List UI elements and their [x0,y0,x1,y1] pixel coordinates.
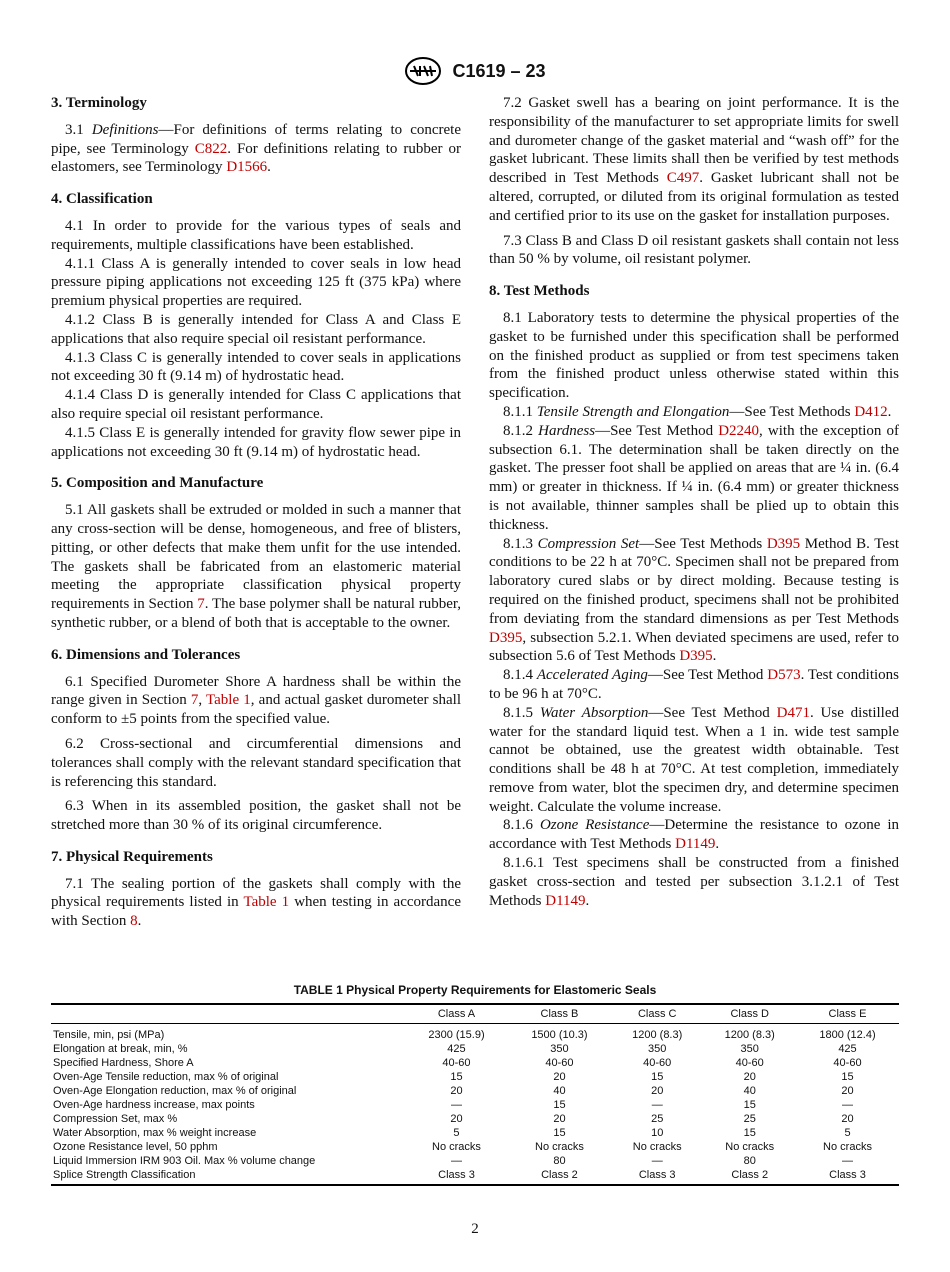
table-value-cell: 1200 (8.3) [632,1029,683,1041]
table-value-cell: 20 [450,1085,463,1097]
table-value-cell: No cracks [632,1141,682,1153]
ref-d1149-link[interactable]: D1149 [675,836,716,853]
right-column [489,94,899,910]
table-value-cell: 25 [651,1113,664,1125]
table-value-cell: 40 [743,1085,756,1097]
table-value-cell: 425 [447,1043,466,1055]
table-1 [51,983,899,1186]
table-value-cell: — [842,1155,853,1167]
paragraph-8-1-5: 8.1.5 Water Absorption—See Test Method D471. Use distilled water for the standard liquid test. When a 1 in. wide test sample cannot be obtained, use the greatest width obtainable. Test conditions shall be 48 h at 70°C. At test completion, immediately remove from water, blot the specimen dry, and determine specimen weight. Calculate the volume increase. [489,704,899,815]
paragraph-6-3: 6.3 When in its assembled position, the gasket shall not be stretched more than 30 % of its original circumference. [51,798,461,834]
table-value-cell: Class 3 [638,1169,676,1181]
table-value-cell: — [450,1155,462,1167]
table-value-cell: 25 [743,1113,756,1125]
section-6-heading: 6. Dimensions and Tolerances [51,646,241,663]
table-value-cell: 15 [841,1071,854,1083]
ref-c497-link[interactable]: C497 [666,170,700,187]
paragraph-8-1-6: 8.1.6 Ozone Resistance—Determine the resistance to ozone in accordance with Test Methods D1149. [489,817,899,853]
table-value-cell: 80 [553,1155,566,1167]
paragraph-6-1: 6.1 Specified Durometer Shore A hardness shall be within the range given in Section 7, Table 1, and actual gasket durometer shall conform to ±5 points from the specified value. [51,673,461,728]
paragraph-7-3: 7.3 Class B and Class D oil resistant gaskets shall contain not less than 50 % by volume, oil resistant polymer. [489,232,899,268]
paragraph-4-1-1: 4.1.1 Class A is generally intended to cover seals in low head pressure piping applications not exceeding 125 ft (375 kPa) where premium physical properties are required. [51,255,461,310]
table-row [51,1126,899,1140]
table-value-cell: 20 [743,1071,756,1083]
table-row [51,1024,899,1043]
table-row [51,1168,899,1185]
table-value-cell: 20 [841,1113,854,1125]
table-value-cell: 5 [844,1127,851,1139]
table-row [51,1056,899,1070]
section-4-heading: 4. Classification [51,191,153,208]
paragraph-4-1-4: 4.1.4 Class D is generally intended for Class C applications that also require special oil resistant performance. [51,387,461,422]
table-property-cell: Splice Strength Classification [53,1169,196,1181]
table-value-cell: 20 [553,1113,566,1125]
table-row [51,1098,899,1112]
table-value-cell: No cracks [823,1141,872,1153]
ref-d395-link[interactable]: D395 [766,535,801,552]
paragraph-4-1-2: 4.1.2 Class B is generally intended for Class A and Class E applications that also require special oil resistant performance. [51,311,461,347]
table-header-cell: Class A [437,1008,476,1020]
astm-logo-icon [404,56,442,86]
table-value-cell: 10 [651,1127,664,1139]
table-value-cell: 425 [838,1043,857,1055]
table-value-cell: 1500 (10.3) [531,1029,588,1041]
table-property-cell: Elongation at break, min, % [53,1043,188,1055]
table-value-cell: 20 [651,1085,664,1097]
table-row [51,1154,899,1168]
table-value-cell: 1800 (12.4) [819,1029,876,1041]
table-value-cell: 15 [450,1071,463,1083]
paragraph-5-1: 5.1 All gaskets shall be extruded or molded in such a manner that any cross-section will be dense, homogeneous, and free of blisters, pitting, or other defects that make them unfit for the use intended. The gaskets shall be fabricated from an elastomeric material meeting the appropriate classification physical property requirements in Section 7. The base polymer shall be natural rubber, synthetic rubber, or a blend of both that is acceptable to the owner. [51,502,461,631]
table-value-cell: Class 3 [829,1169,866,1181]
paragraph-8-1-3: 8.1.3 Compression Set—See Test Methods D395 Method B. Test conditions to be 22 h at 70°C. Specimen shall not be prepared from laboratory cured slabs or by direct molding. Because testing is required on the finished product, specimens shall not be prohibited from deviating from the standard dimensions as per Test Methods D395, subsection 5.2.1. When deviated specimens are used, refer to subsection 5.6 of Test Methods D395. [489,535,899,665]
page-number: 2 [471,1221,479,1237]
table-value-cell: 15 [743,1099,756,1111]
table-value-cell: 40-60 [643,1057,672,1069]
paragraph-8-1-6-1: 8.1.6.1 Test specimens shall be constructed from a finished gasket cross-section and tested per subsection 3.1.2.1 of Test Methods D1149. [489,855,899,909]
table-property-cell: Oven-Age Elongation reduction, max % of original [53,1085,297,1097]
table-row [51,1084,899,1098]
page-header [0,56,950,86]
section-8-heading: 8. Test Methods [489,283,590,300]
table-property-cell: Oven-Age Tensile reduction, max % of original [53,1071,279,1083]
paragraph-8-1-2: 8.1.2 Hardness—See Test Method D2240, with the exception of subsection 6.1. The determination shall be taken directly on the gasket. The presser foot shall be applied on areas that are ¼ in. (6.4 mm) or greater in thickness. If ¼ in. (6.4 mm) or greater thickness is not available, thinner samples shall be plied up to obtain this thickness. [489,422,900,533]
table-property-cell: Liquid Immersion IRM 903 Oil. Max % volume change [53,1155,316,1167]
ref-d2240-link[interactable]: D2240 [718,422,760,439]
table-value-cell: — [842,1099,853,1111]
table-row [51,1042,899,1056]
table-value-cell: 350 [648,1043,667,1055]
property-table [51,1003,899,1186]
table-value-cell: 15 [651,1071,664,1083]
table-value-cell: 80 [743,1155,756,1167]
table-property-cell: Tensile, min, psi (MPa) [53,1029,165,1041]
ref-table-1-link[interactable]: Table 1 [243,894,290,911]
table-value-cell: No cracks [725,1141,775,1153]
table-value-cell: 40-60 [833,1057,862,1069]
table-header-cell: Class B [540,1008,579,1020]
left-column [51,94,461,931]
table-row [51,1112,899,1126]
paragraph-4-1-3: 4.1.3 Class C is generally intended to cover seals in applications not exceeding 30 ft (9.14 m) of hydrostatic head. [51,349,461,385]
paragraph-7-1: 7.1 The sealing portion of the gaskets shall comply with the physical requirements listed in Table 1 when testing in accordance with Section 8. [51,875,461,930]
paragraph-3-1: 3.1 Definitions—For definitions of terms relating to concrete pipe, see Terminology C822. For definitions relating to rubber or elastomers, see Terminology D1566. [51,121,462,176]
paragraph-4-1: 4.1 In order to provide for the various types of seals and requirements, multiple classifications have been established. [51,217,461,253]
ref-d1566-link[interactable]: D1566 [226,159,268,176]
ref-table-1-link[interactable]: Table 1 [206,692,251,709]
table-value-cell: 20 [841,1085,854,1097]
ref-d412-link[interactable]: D412 [854,403,888,420]
table-header-cell: Class C [637,1008,677,1020]
table-value-cell: 15 [553,1127,566,1139]
table-value-cell: 15 [553,1099,566,1111]
table-value-cell: 40-60 [442,1057,471,1069]
section-7-heading: 7. Physical Requirements [51,848,213,865]
ref-section-7-link[interactable]: 7 [190,692,199,709]
ref-section-8-link[interactable]: 8 [130,913,138,930]
table-value-cell: — [450,1099,462,1111]
paragraph-6-2: 6.2 Cross-sectional and circumferential dimensions and tolerances shall comply with the relevant standard specification that is referencing this standard. [51,735,461,790]
document-id: C1619 – 23 [452,60,546,81]
table-value-cell: 1200 (8.3) [724,1029,775,1041]
paragraph-8-1: 8.1 Laboratory tests to determine the physical properties of the gasket to be furnished under this specification shall be performed on the finished product as supplied or from test specimens taken from the finished product unless otherwise stated within this specification. [489,309,899,402]
section-3-heading: 3. Terminology [51,95,147,111]
table-value-cell: 5 [453,1127,460,1139]
section-5-heading: 5. Composition and Manufacture [51,475,264,492]
table-property-cell: Compression Set, max % [53,1113,178,1125]
table-row [51,1140,899,1154]
table-header-cell: Class D [730,1008,769,1020]
table-row [51,1070,899,1084]
table-value-cell: 20 [450,1113,463,1125]
ref-d573-link[interactable]: D573 [767,667,801,684]
table-value-cell: 350 [740,1043,759,1055]
table-caption: TABLE 1 Physical Property Requirements for Elastomeric Seals [293,983,657,997]
table-value-cell: Class 3 [438,1169,475,1181]
table-value-cell: 20 [553,1071,566,1083]
table-header-row [51,1004,899,1024]
table-property-cell: Ozone Resistance level, 50 pphm [53,1141,218,1153]
table-value-cell: 15 [743,1127,756,1139]
table-value-cell: — [651,1099,663,1111]
table-property-cell: Water Absorption, max % weight increase [53,1127,257,1139]
table-value-cell: No cracks [432,1141,481,1153]
table-value-cell: 350 [550,1043,569,1055]
table-value-cell: Class 2 [541,1169,578,1181]
ref-d471-link[interactable]: D471 [776,704,810,721]
ref-section-7-link[interactable]: 7 [197,596,205,613]
table-property-cell: Oven-Age hardness increase, max points [53,1099,255,1111]
table-header-cell: Class E [828,1008,867,1020]
ref-d1149-link[interactable]: D1149 [545,892,586,909]
table-value-cell: No cracks [535,1141,584,1153]
ref-d395-link[interactable]: D395 [679,648,713,665]
paragraph-8-1-4: 8.1.4 Accelerated Aging—See Test Method D573. Test conditions to be 96 h at 70°C. [489,667,900,702]
table-property-cell: Specified Hardness, Shore A [53,1057,194,1069]
table-value-cell: 2300 (15.9) [428,1029,485,1041]
table-value-cell: Class 2 [731,1169,769,1181]
paragraph-4-1-5: 4.1.5 Class E is generally intended for gravity flow sewer pipe in applications not exceeding 30 ft (9.14 m) of hydrostatic head. [51,424,461,460]
paragraph-8-1-1: 8.1.1 Tensile Strength and Elongation—See Test Methods D412. [503,403,892,420]
table-value-cell: 40-60 [545,1057,574,1069]
table-header-cell [51,1004,405,1024]
table-value-cell: — [651,1155,663,1167]
table-value-cell: 40-60 [735,1057,764,1069]
table-value-cell: 40 [553,1085,566,1097]
paragraph-7-2: 7.2 Gasket swell has a bearing on joint performance. It is the responsibility of the manufacturer to set appropriate limits for swell and durometer change of the gasket material and “wash off” for the gasket lubricant. These limits shall then be verified by test methods described in Test Methods C497. Gasket lubricant shall not be altered, corrupted, or diluted from its original formulation as tested and certified prior to its use on the gasket for installation purposes. [489,95,899,224]
ref-c822-link[interactable]: C822 [194,140,228,157]
ref-d395-link[interactable]: D395 [489,629,523,646]
